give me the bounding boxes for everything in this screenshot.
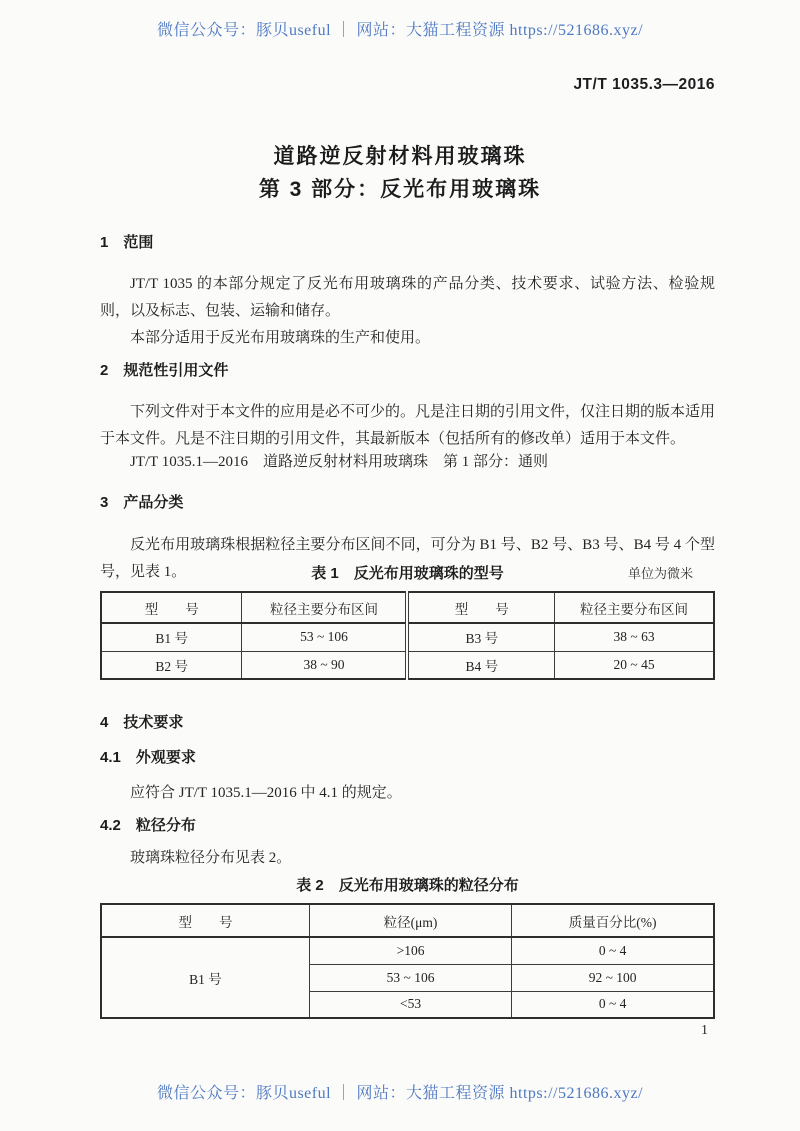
table-1-cell-b4: B4 号 (407, 651, 554, 679)
table-1-cell-b4-range: 20 ~ 45 (555, 651, 714, 679)
table-2-header-size: 粒径(μm) (309, 904, 511, 937)
table-1-header-model-left: 型 号 (101, 592, 242, 623)
table-2-header-model: 型 号 (101, 904, 309, 937)
table-1-row-b2-b4 (101, 651, 714, 679)
table-2-header-row (101, 904, 714, 937)
section-4-2-paragraph: 玻璃珠粒径分布见表 2。 (130, 850, 292, 866)
doc-title-line2: 第 3 部分：反光布用玻璃珠 (258, 178, 542, 201)
section-4-1-paragraph: 应符合 JT/T 1035.1—2016 中 4.1 的规定。 (130, 785, 402, 801)
table-1-header-range-right: 粒径主要分布区间 (555, 592, 714, 623)
table-1-header-row (101, 592, 714, 623)
table-2-cell-size-3: <53 (309, 991, 511, 1018)
table-1 (100, 591, 715, 680)
section-3-paragraph-1: 反光布用玻璃珠根据粒径主要分布区间不同，可分为 B1 号、B2 号、B3 号、B4 号 4 个型号，见表 1。 (100, 537, 715, 580)
section-2-paragraph-1: 下列文件对于本文件的应用是必不可少的。凡是注日期的引用文件，仅注日期的版本适用于本文件。凡是不注日期的引用文件，其最新版本（包括所有的修改单）适用于本文件。 (100, 404, 716, 447)
table-1-header-model-right: 型 号 (407, 592, 554, 623)
table-1-cell-b1-range: 53 ~ 106 (242, 623, 408, 651)
section-2-heading: 2 规范性引用文件 (100, 362, 229, 379)
table-1-caption-row (100, 562, 715, 583)
table-2-header-percent: 质量百分比(%) (512, 904, 714, 937)
section-1-heading: 1 范围 (100, 234, 154, 251)
section-4-heading: 4 技术要求 (100, 714, 184, 731)
table-2-caption-row (100, 874, 715, 895)
table-2-cell-group-b1: B1 号 (101, 937, 309, 1018)
table-1-caption: 表 1 反光布用玻璃珠的型号 (311, 565, 504, 582)
table-1-cell-b3: B3 号 (407, 623, 554, 651)
table-1-cell-b3-range: 38 ~ 63 (555, 623, 714, 651)
table-1-cell-b1: B1 号 (101, 623, 242, 651)
table-2-cell-percent-3: 0 ~ 4 (512, 991, 714, 1018)
table-2-row-1 (101, 937, 714, 964)
section-2-reference: JT/T 1035.1—2016 道路逆反射材料用玻璃珠 第 1 部分：通则 (130, 454, 549, 470)
table-1-cell-b2-range: 38 ~ 90 (242, 651, 408, 679)
table-1-unit-note: 单位为微米 (627, 566, 693, 581)
table-2-cell-size-1: >106 (309, 937, 511, 964)
section-3-heading: 3 产品分类 (100, 494, 184, 511)
table-2 (100, 903, 715, 1019)
section-4-1-heading: 4.1 外观要求 (100, 749, 196, 766)
doc-title-line1: 道路逆反射材料用玻璃珠 (273, 145, 527, 168)
section-1-paragraph-2: 本部分适用于反光布用玻璃珠的生产和使用。 (130, 330, 431, 346)
table-1-row-b1-b3 (101, 623, 714, 651)
table-2-cell-size-2: 53 ~ 106 (309, 964, 511, 991)
doc-number: JT/T 1035.3—2016 (573, 76, 715, 93)
bottom-banner-watermark: 微信公众号：豚贝useful ｜ 网站：大猫工程资源 https://521686.xyz/ (156, 1085, 644, 1102)
table-2-cell-percent-2: 92 ~ 100 (512, 964, 714, 991)
table-1-cell-b2: B2 号 (101, 651, 242, 679)
section-4-2-heading: 4.2 粒径分布 (100, 817, 196, 834)
table-1-header-range-left: 粒径主要分布区间 (242, 592, 408, 623)
section-1-paragraph-1: JT/T 1035 的本部分规定了反光布用玻璃珠的产品分类、技术要求、试验方法、检验规则，以及标志、包装、运输和储存。 (100, 276, 715, 319)
top-banner-watermark: 微信公众号：豚贝useful ｜ 网站：大猫工程资源 https://521686.xyz/ (156, 22, 644, 39)
table-2-caption: 表 2 反光布用玻璃珠的粒径分布 (296, 877, 519, 894)
page-number: 1 (701, 1023, 708, 1038)
table-2-cell-percent-1: 0 ~ 4 (512, 937, 714, 964)
